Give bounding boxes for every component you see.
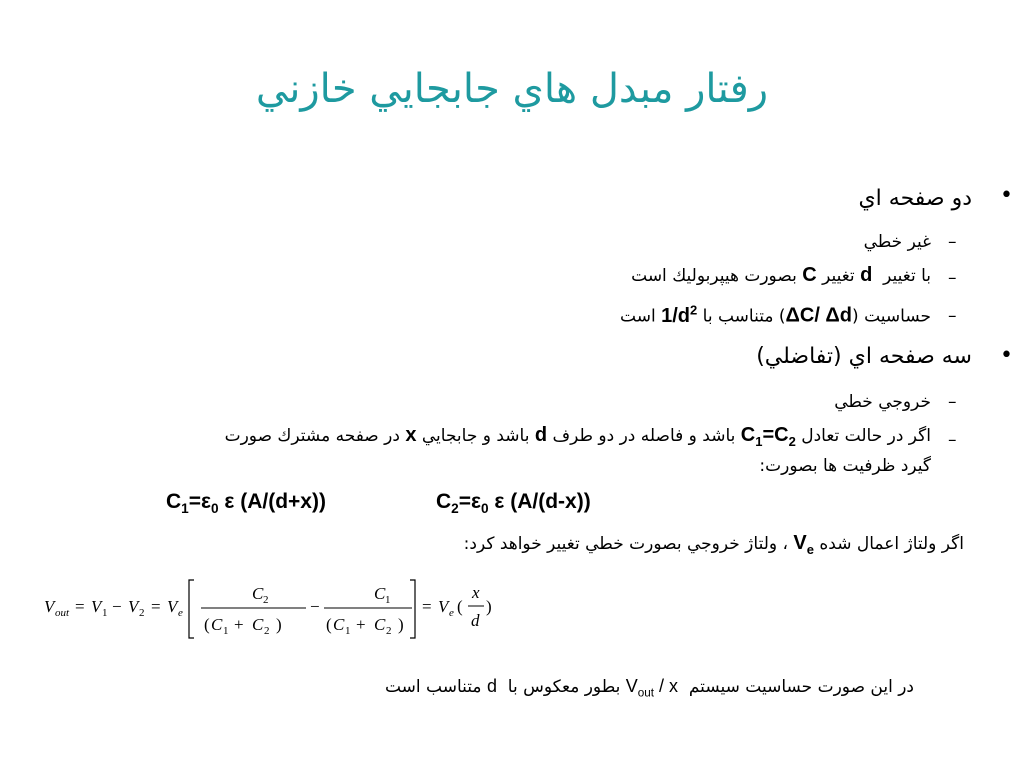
dash-marker: –: [948, 306, 957, 326]
bullet-marker: •: [1000, 183, 1013, 208]
bullet-three-plate: سه صفحه اي (تفاضلي): [756, 344, 972, 369]
equation-c2: $C_2=\varepsilon_0$ ε (A/(d-x)): [436, 490, 591, 517]
sub-item-sensitivity: حساسيت (ΔC/ Δd) متناسب با $1/d^2$ است: [620, 302, 931, 327]
svg-text:d: d: [471, 611, 480, 630]
svg-text:=: =: [75, 597, 85, 616]
svg-text:−: −: [112, 597, 122, 616]
svg-text:=: =: [422, 597, 432, 616]
svg-text:V: V: [91, 597, 102, 616]
svg-text:): ): [276, 615, 282, 634]
equation-c1: $C_1=\varepsilon_0$ ε (A/(d+x)): [166, 490, 326, 517]
dash-marker: –: [948, 232, 957, 252]
sub-item-hyperbolic: با تغيير d تغيير C بصورت هيپربوليك است: [631, 264, 931, 286]
dash-marker: –: [948, 268, 957, 288]
footer-sensitivity: در اين صورت حساسيت سيستم $V_{out}$ / x بطور معكوس با d متناسب است: [384, 676, 914, 700]
svg-text:C: C: [252, 615, 264, 634]
svg-text:x: x: [472, 583, 480, 602]
svg-text:(: (: [457, 597, 463, 616]
svg-text:2: 2: [386, 625, 392, 637]
svg-text:C: C: [252, 584, 264, 603]
svg-text:−: −: [310, 597, 320, 616]
dash-marker: –: [948, 392, 957, 412]
svg-text:V: V: [167, 597, 178, 616]
svg-text:C: C: [333, 615, 345, 634]
slide-title: رفتار مبدل هاي جابجايي خازني: [255, 66, 769, 112]
svg-text:V: V: [128, 597, 139, 616]
svg-text:=: =: [151, 597, 161, 616]
svg-text:+: +: [356, 615, 366, 634]
dash-marker: –: [948, 430, 957, 450]
svg-text:+: +: [234, 615, 244, 634]
svg-text:(: (: [204, 615, 210, 634]
svg-text:V: V: [44, 597, 55, 616]
sub-item-linear-output: خروجي خطي: [834, 392, 931, 412]
svg-text:e: e: [449, 607, 454, 619]
bullet-two-plate: دو صفحه اي: [858, 186, 972, 211]
svg-text:C: C: [374, 584, 386, 603]
svg-text:(: (: [326, 615, 332, 634]
svg-text:C: C: [374, 615, 386, 634]
bullet-marker: •: [1000, 343, 1013, 368]
vout-formula: [44, 574, 504, 644]
svg-text:): ): [486, 597, 492, 616]
svg-text:1: 1: [345, 625, 351, 637]
sub-item-equilibrium-cont: گيرد ظرفيت ها بصورت:: [759, 456, 931, 476]
svg-text:V: V: [438, 597, 449, 616]
sub-item-equilibrium: اگر در حالت تعادل $C_1=C_2$ باشد و فاصله در دو طرف d باشد و جابجايي x در صفحه مشترك صورت: [224, 424, 931, 449]
svg-text:): ): [398, 615, 404, 634]
svg-text:1: 1: [385, 594, 391, 606]
svg-text:1: 1: [102, 607, 108, 619]
svg-text:2: 2: [263, 594, 269, 606]
svg-text:2: 2: [139, 607, 145, 619]
voltage-note: اگر ولتاژ اعمال شده $V_e$ ، ولتاژ خروجي بصورت خطي تغيير خواهد كرد:: [463, 532, 964, 557]
svg-text:1: 1: [223, 625, 229, 637]
sub-item-nonlinear: غير خطي: [863, 232, 931, 252]
svg-text:out: out: [55, 607, 70, 619]
vout-formula-graphic: [44, 574, 504, 644]
svg-text:C: C: [211, 615, 223, 634]
svg-text:e: e: [178, 607, 183, 619]
svg-text:2: 2: [264, 625, 270, 637]
